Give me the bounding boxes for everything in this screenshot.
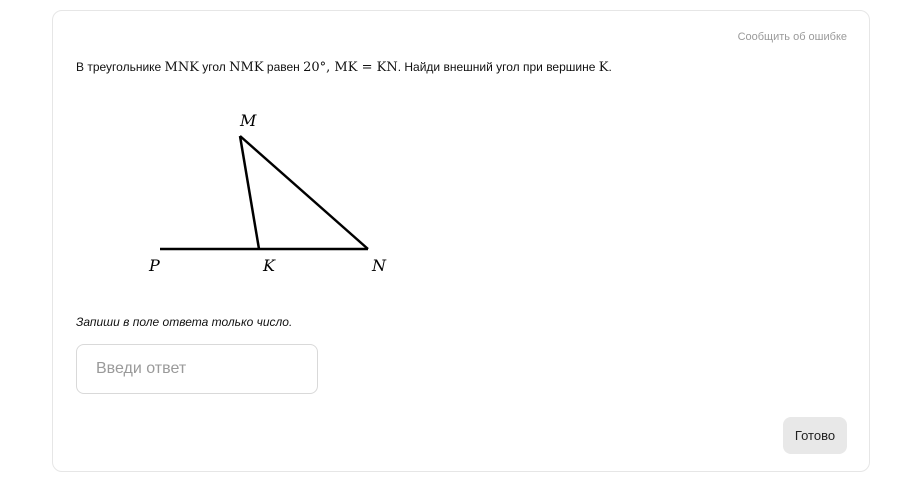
math-triangle-name: MNK xyxy=(164,60,199,75)
triangle-figure xyxy=(133,107,413,287)
label-m: M xyxy=(240,111,257,130)
question-text-part: . Найди внешний угол при вершине xyxy=(397,60,599,74)
question-text-part: . xyxy=(608,60,612,74)
math-vertex-name: K xyxy=(598,60,609,75)
question-text-part: угол xyxy=(198,60,230,74)
label-k: K xyxy=(263,256,275,275)
answer-input[interactable] xyxy=(76,344,318,394)
question-text-part: В треугольнике xyxy=(76,60,165,74)
segment-mn xyxy=(240,136,368,249)
math-angle-name: NMK xyxy=(229,60,264,75)
question-text xyxy=(76,60,612,75)
label-p: P xyxy=(149,256,160,275)
task-card xyxy=(52,10,870,472)
label-n: N xyxy=(372,256,386,275)
question-text-part: равен xyxy=(263,60,304,74)
math-given-values: 20°, MK = KN xyxy=(303,60,398,75)
segment-mk xyxy=(240,136,259,249)
instruction-text: Запиши в поле ответа только число. xyxy=(76,315,293,329)
submit-button[interactable]: Готово xyxy=(783,417,847,454)
report-error-link[interactable]: Сообщить об ошибке xyxy=(737,31,847,43)
